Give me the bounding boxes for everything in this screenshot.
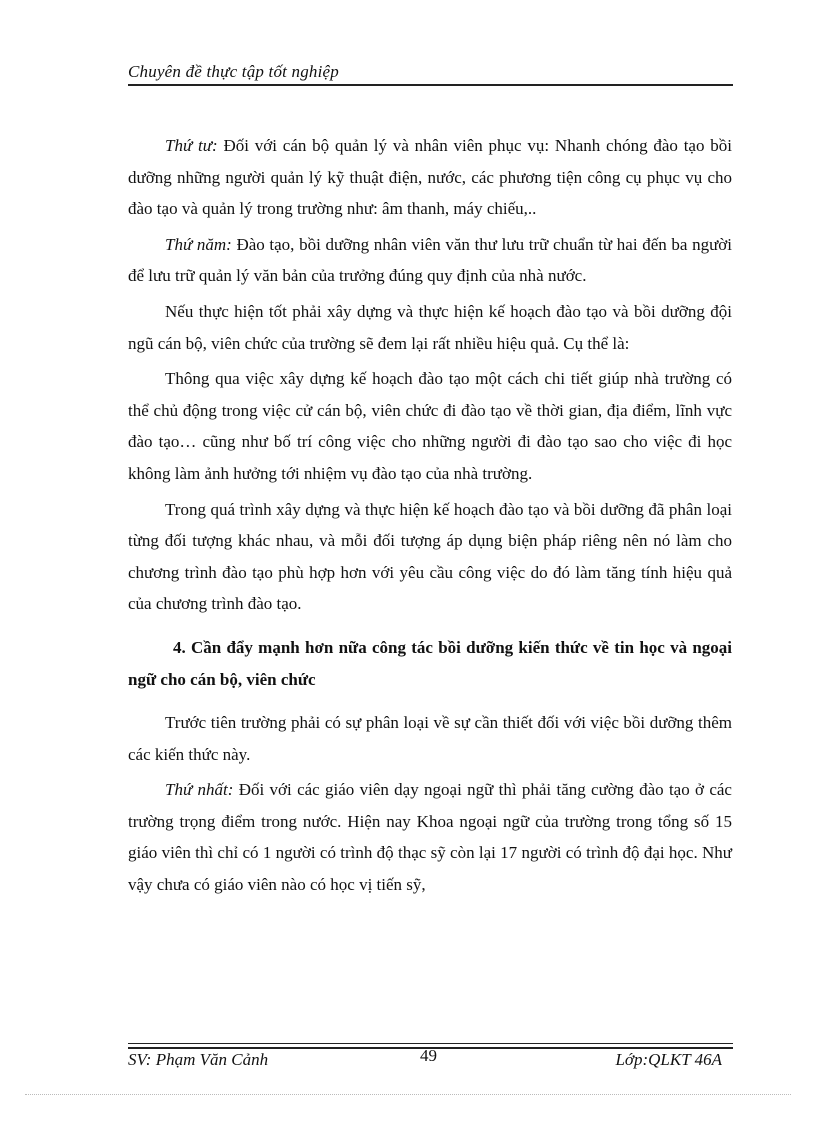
paragraph-text: Đào tạo, bồi dưỡng nhân viên văn thư lưu trữ chuẩn từ hai đến ba người để lưu trữ quản lý văn bản của trưởng đúng quy định của nhà nước. [128, 234, 732, 286]
footer-rule-thin [128, 1043, 733, 1044]
paragraph-lead: Thứ năm: [165, 234, 232, 254]
footer-student: SV: Phạm Văn Cảnh [128, 1050, 269, 1069]
paragraph-lead: Thứ tư: [165, 136, 218, 155]
paragraph-hieu-qua: Nếu thực hiện tốt phải xây dựng và thực hiện kế hoạch đào tạo và bồi dưỡng đội ngũ cán bộ, viên chức của trường sẽ đem lại rất nhiều hiệu quả. Cụ thể là: [128, 301, 732, 353]
page-number: 49 [420, 1046, 437, 1065]
paragraph-phan-loai: Trong quá trình xây dựng và thực hiện kế hoạch đào tạo và bồi dưỡng đã phân loại từng đối tượng khác nhau, và mỗi đối tượng áp dụng biện pháp riêng nên nó làm cho chương trình đào tạo phù hợp hơn với yêu cầu công việc do đó làm tăng tính hiệu quả của chương trình đào tạo. [128, 499, 732, 614]
running-header: Chuyên đề thực tập tốt nghiệp [128, 62, 340, 81]
paragraph-truoc-tien: Trước tiên trường phải có sự phân loại về sự cần thiết đối với việc bồi dưỡng thêm các kiến thức này. [128, 713, 732, 764]
footer-class: Lớp:QLKT 46A [615, 1050, 722, 1069]
paragraph-ke-hoach: Thông qua việc xây dựng kế hoạch đào tạo một cách chi tiết giúp nhà trường có thể chủ động trong việc cử cán bộ, viên chức đi đào tạo về thời gian, địa điểm, lĩnh vực đào tạo… cũng như bố trí công việc cho những người đi đào tạo sao cho việc đi học không làm ảnh hưởng tới nhiệm vụ đào tạo của nhà trường. [128, 369, 732, 483]
paragraph-thu-nhat [128, 774, 732, 900]
paragraph-lead: Thứ nhất: [165, 780, 234, 800]
paragraph-text: Đối với cán bộ quản lý và nhân viên phục vụ: Nhanh chóng đào tạo bồi dưỡng những người quản lý kỹ thuật điện, nước, các phương tiện công cụ phục vụ cho đào tạo và quản lý trong trường như: âm thanh, máy chiếu,.. [128, 136, 732, 219]
document-body [128, 130, 732, 905]
page-edge-divider [25, 1094, 791, 1095]
paragraph-thu-tu [128, 130, 732, 225]
paragraph-text: Đối với các giáo viên dạy ngoại ngữ thì phải tăng cường đào tạo ở các trường trọng điểm trong nước. Hiện nay Khoa ngoại ngữ của trường trong tổng số 15 giáo viên thì chỉ có 1 người có trình độ thạc sỹ còn lại 17 người có trình độ đại học. Như vậy chưa có giáo viên nào có học vị tiến sỹ, [128, 780, 732, 895]
section-heading: 4. Cần đẩy mạnh hơn nữa công tác bồi dưỡng kiến thức về tin học và ngoại ngữ cho cán bộ, viên chức [128, 637, 732, 689]
header-rule [128, 84, 733, 86]
paragraph-thu-nam [128, 229, 732, 292]
